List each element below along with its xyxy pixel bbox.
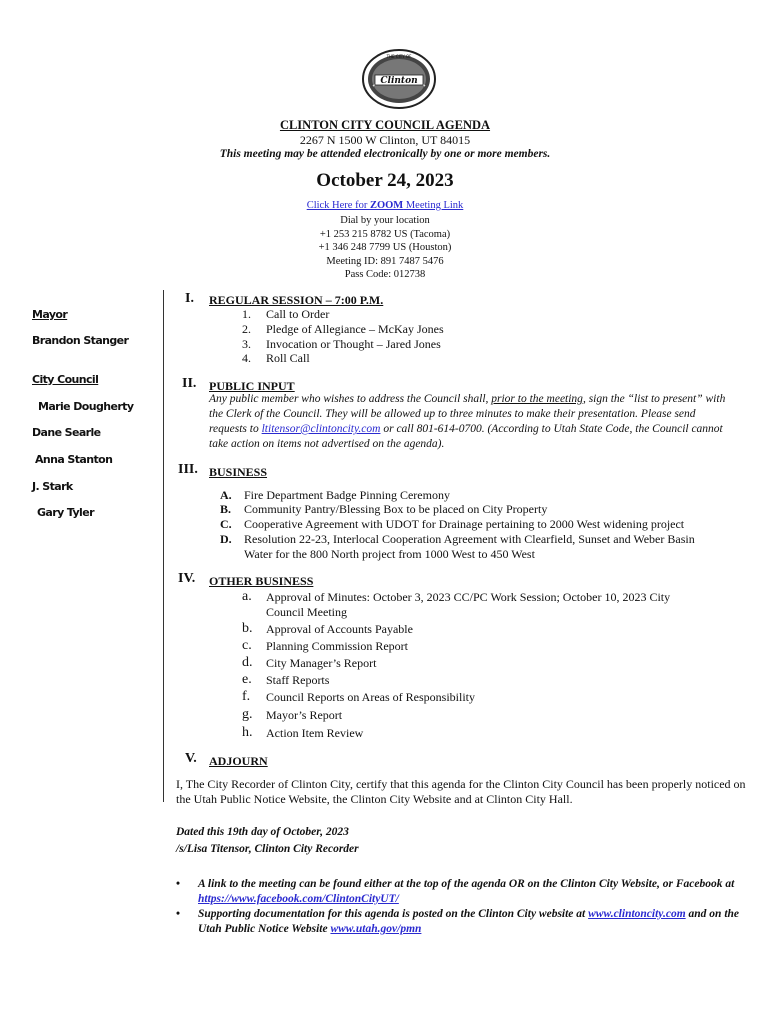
meeting-date: October 24, 2023 xyxy=(316,170,454,191)
bullet-meeting-link: • A link to the meeting can be found either at the top of the agenda OR on the Clinton City Website, or Facebook at https://www.facebook.com/ClintonCityUT/ xyxy=(176,878,735,905)
mayor-heading: Mayor xyxy=(32,308,68,321)
agenda-title: CLINTON CITY COUNCIL AGENDA xyxy=(279,118,491,132)
section-number: V. xyxy=(185,751,197,766)
clintoncity-website-link[interactable]: www.clintoncity.com xyxy=(588,908,686,920)
section-heading-business: BUSINESS xyxy=(209,465,268,479)
dial-info xyxy=(0,214,770,282)
section-heading-regular-session: REGULAR SESSION – 7:00 P.M. xyxy=(209,293,384,307)
section-number: I. xyxy=(185,291,194,306)
dial-line: Dial by your location xyxy=(340,215,430,226)
council-member: Gary Tyler xyxy=(37,506,94,519)
facebook-link[interactable]: https://www.facebook.com/ClintonCityUT/ xyxy=(198,893,399,905)
dated-line: Dated this 19th day of October, 2023 xyxy=(176,826,349,838)
zoom-link[interactable]: Click Here for ZOOM Meeting Link xyxy=(306,200,464,211)
council-member: Marie Dougherty xyxy=(38,400,134,413)
seal-main-text: Clinton xyxy=(380,76,418,86)
attendance-note: This meeting may be attended electronically by one or more members. xyxy=(219,148,551,160)
certification-text: I, The City Recorder of Clinton City, certify that this agenda for the Clinton City Council has been properly noticed on the Utah Public Notice Website, the Clinton City Website and at Clinton City Hall. xyxy=(176,777,746,806)
dial-line: +1 253 215 8782 US (Tacoma) xyxy=(319,228,451,240)
seal-top-text: THE CITY OF xyxy=(386,54,412,59)
utah-pmn-link[interactable]: www.utah.gov/pmn xyxy=(330,923,422,935)
section-heading-public-input: PUBLIC INPUT xyxy=(209,379,295,393)
dial-line: Meeting ID: 891 7487 5476 xyxy=(326,255,444,267)
section-number: IV. xyxy=(178,571,196,586)
section-heading-other-business: OTHER BUSINESS xyxy=(209,574,314,588)
section-number: III. xyxy=(178,462,198,477)
clinton-city-seal xyxy=(361,48,437,110)
council-member: Anna Stanton xyxy=(35,453,113,466)
public-input-text: Any public member who wishes to address the Council shall, prior to the meeting, sign the “list to present” with the Clerk of the Council. They will be allowed up to three minutes to make their presentation. Please send requests to ltitensor@clintoncity.com or call 801-614-0700. (According to Utah State Code, the Council cannot take action on items not advertised on the agenda). xyxy=(209,393,726,450)
bullet-supporting-docs: • Supporting documentation for this agenda is posted on the Clinton City website at www.clintoncity.com and on the Utah Public Notice Website www.utah.gov/pmn xyxy=(176,908,740,935)
council-member: Dane Searle xyxy=(32,426,101,439)
clerk-email-link[interactable]: ltitensor@clintoncity.com xyxy=(261,423,381,435)
sidebar-divider xyxy=(163,290,164,802)
signed-line: /s/Lisa Titensor, Clinton City Recorder xyxy=(176,843,359,855)
section-heading-adjourn: ADJOURN xyxy=(209,754,268,768)
section-number: II. xyxy=(182,376,197,391)
dial-line: +1 346 248 7799 US (Houston) xyxy=(318,242,452,253)
address: 2267 N 1500 W Clinton, UT 84015 xyxy=(299,133,471,147)
mayor-name: Brandon Stanger xyxy=(32,334,129,347)
council-heading: City Council xyxy=(32,373,99,386)
dial-line: Pass Code: 012738 xyxy=(344,269,426,280)
council-member: J. Stark xyxy=(32,480,73,493)
